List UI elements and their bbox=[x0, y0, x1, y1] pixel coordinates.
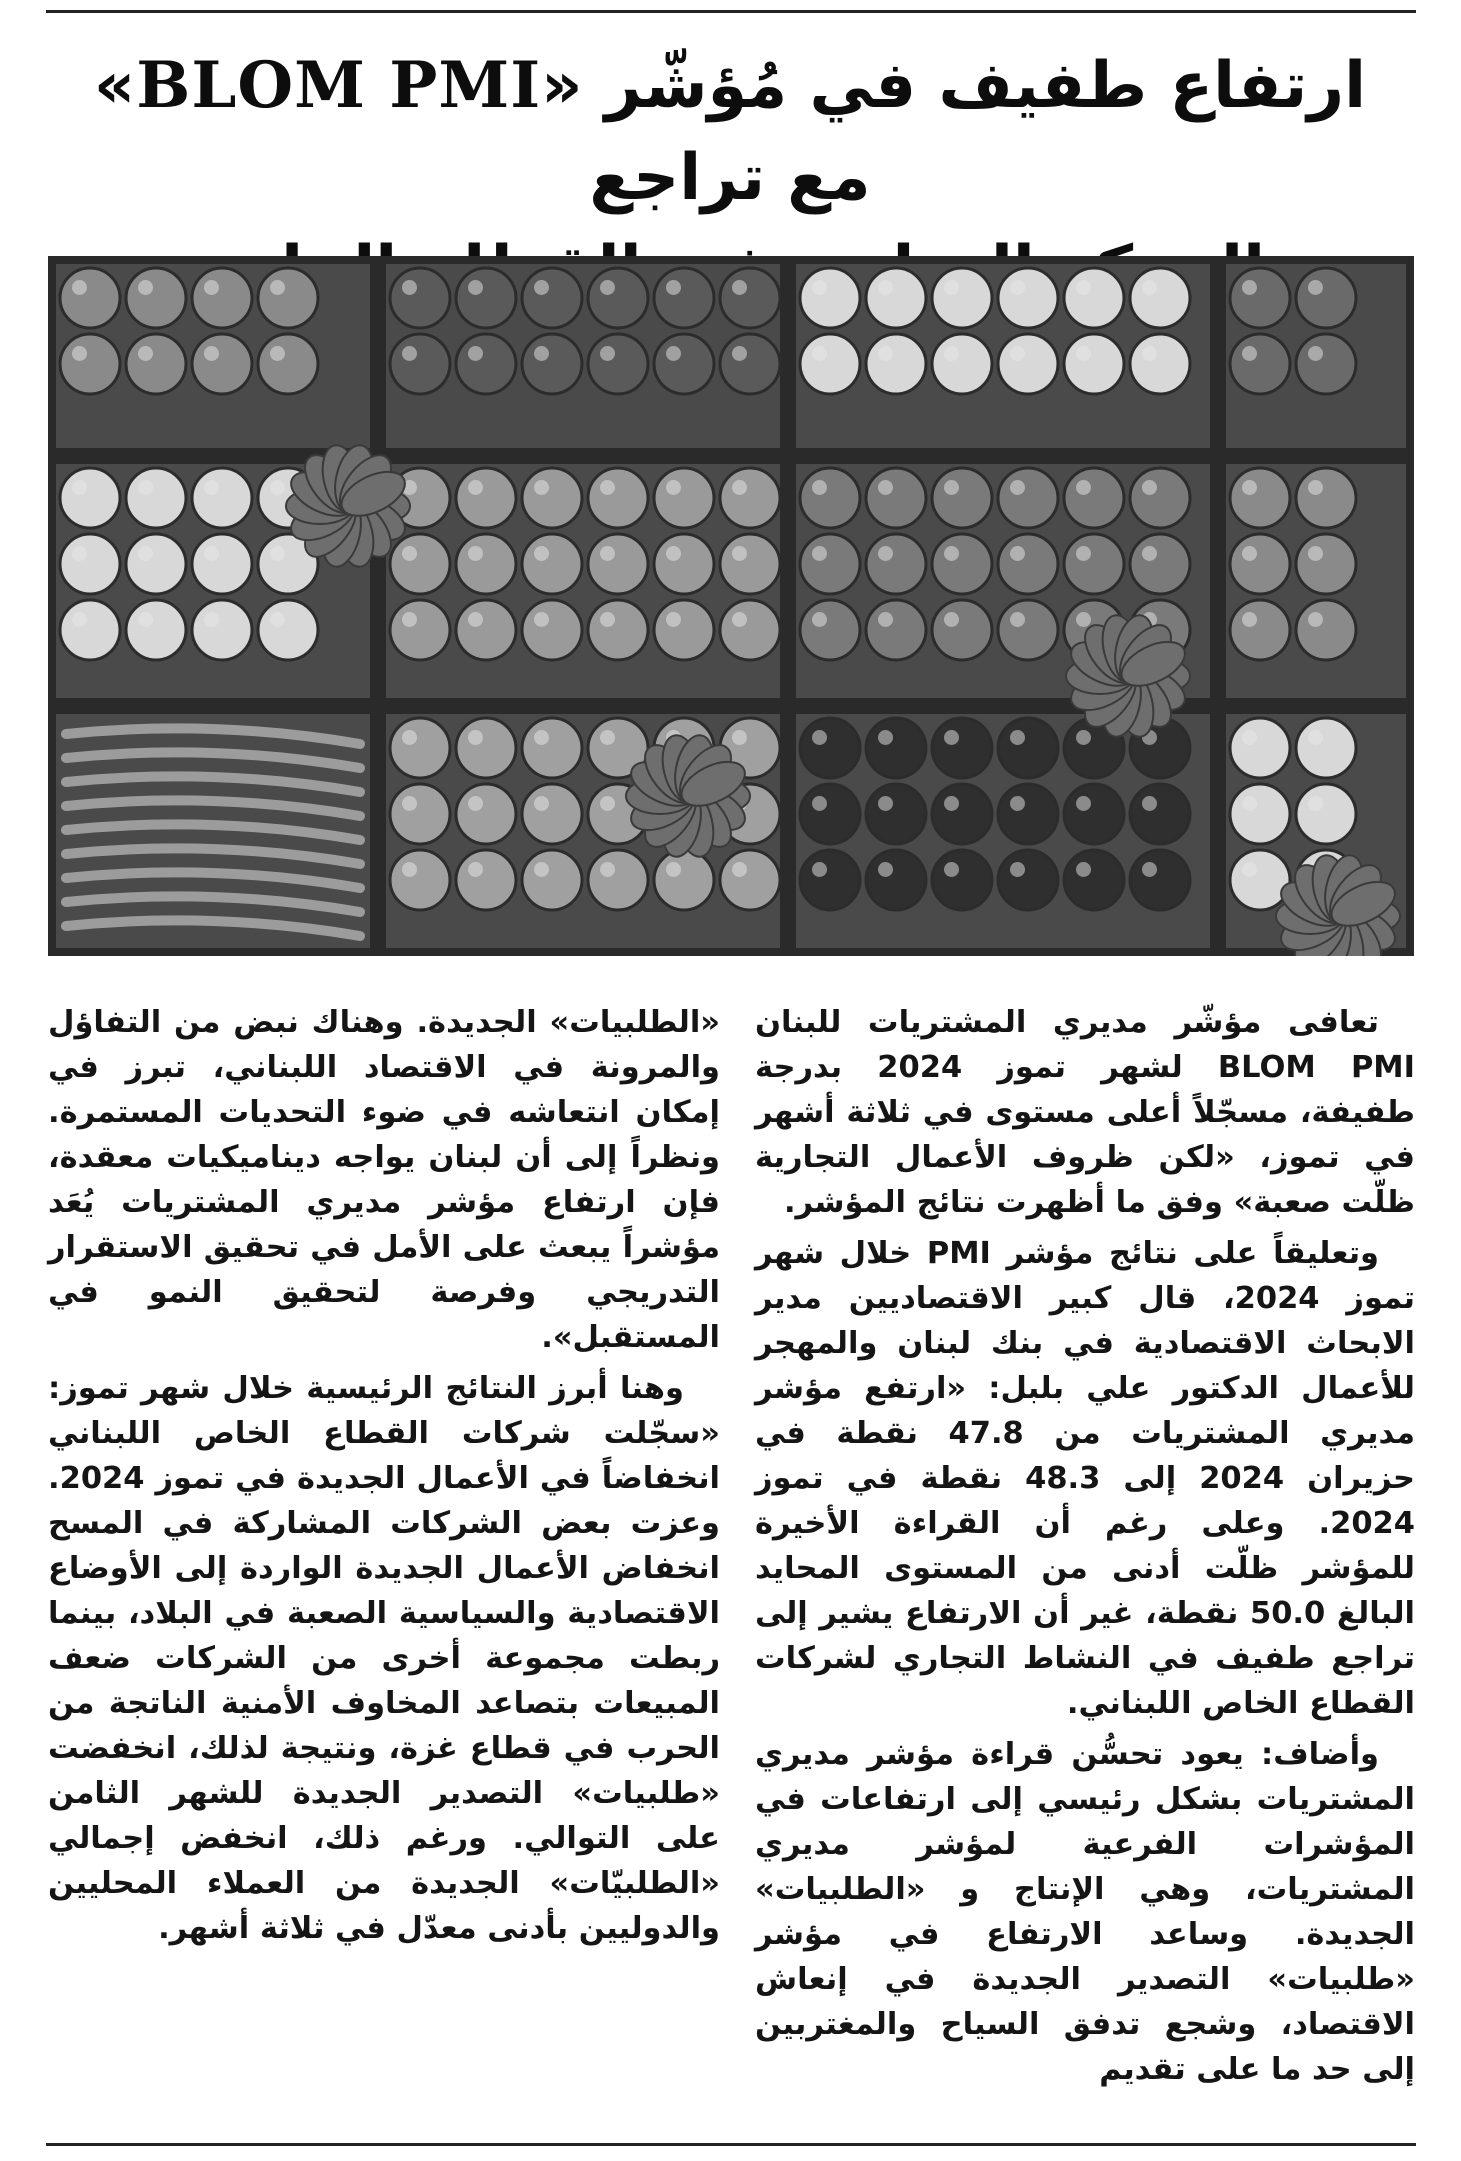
vegetable-highlight bbox=[812, 730, 827, 745]
vegetable bbox=[1296, 334, 1356, 394]
vegetable bbox=[654, 468, 714, 528]
vegetable-highlight bbox=[666, 480, 681, 495]
vegetable-highlight bbox=[1076, 612, 1091, 627]
vegetable bbox=[998, 268, 1058, 328]
vegetable bbox=[192, 534, 252, 594]
vegetable bbox=[998, 718, 1058, 778]
vegetable bbox=[588, 334, 648, 394]
vegetable bbox=[522, 600, 582, 660]
vegetable bbox=[998, 784, 1058, 844]
vegetable bbox=[654, 850, 714, 910]
vegetable bbox=[588, 468, 648, 528]
vegetable bbox=[720, 268, 780, 328]
vegetable bbox=[866, 600, 926, 660]
vegetable bbox=[126, 334, 186, 394]
vegetable bbox=[258, 600, 318, 660]
vegetable-highlight bbox=[402, 730, 417, 745]
vegetable bbox=[932, 784, 992, 844]
vegetable-highlight bbox=[1242, 730, 1257, 745]
vegetable bbox=[192, 468, 252, 528]
vegetable bbox=[456, 268, 516, 328]
vegetable-highlight bbox=[1010, 346, 1025, 361]
vegetable bbox=[866, 784, 926, 844]
vegetable-highlight bbox=[1076, 730, 1091, 745]
vegetable bbox=[1296, 718, 1356, 778]
vegetable bbox=[800, 718, 860, 778]
vegetable-highlight bbox=[812, 546, 827, 561]
vegetable bbox=[522, 468, 582, 528]
article-column-right bbox=[755, 1000, 1415, 2130]
vegetable bbox=[1130, 268, 1190, 328]
top-rule bbox=[46, 10, 1416, 13]
vegetable-highlight bbox=[270, 280, 285, 295]
vegetable-highlight bbox=[138, 280, 153, 295]
vegetable-highlight bbox=[138, 612, 153, 627]
vegetable-highlight bbox=[944, 546, 959, 561]
vegetable-highlight bbox=[468, 546, 483, 561]
vegetable bbox=[1296, 268, 1356, 328]
vegetable-highlight bbox=[1076, 346, 1091, 361]
vegetable bbox=[126, 468, 186, 528]
vegetable-highlight bbox=[468, 480, 483, 495]
vegetable-highlight bbox=[270, 612, 285, 627]
vegetable-highlight bbox=[600, 796, 615, 811]
vegetable bbox=[60, 268, 120, 328]
vegetable bbox=[456, 468, 516, 528]
vegetable-highlight bbox=[1308, 480, 1323, 495]
headline-line-1 bbox=[80, 40, 1380, 224]
vegetable bbox=[1064, 850, 1124, 910]
vegetable bbox=[800, 784, 860, 844]
vegetable bbox=[522, 268, 582, 328]
vegetable-highlight bbox=[878, 280, 893, 295]
vegetable bbox=[866, 268, 926, 328]
vegetable-highlight bbox=[1142, 280, 1157, 295]
vegetable bbox=[192, 268, 252, 328]
vegetable-highlight bbox=[402, 546, 417, 561]
vegetable bbox=[588, 534, 648, 594]
vegetable bbox=[1130, 850, 1190, 910]
vegetable-highlight bbox=[732, 546, 747, 561]
vegetable-highlight bbox=[1010, 612, 1025, 627]
vegetable bbox=[456, 784, 516, 844]
vegetable bbox=[1230, 268, 1290, 328]
vegetable bbox=[456, 534, 516, 594]
vegetable-highlight bbox=[468, 730, 483, 745]
vegetable bbox=[800, 334, 860, 394]
vegetable-highlight bbox=[270, 346, 285, 361]
vegetable-highlight bbox=[732, 862, 747, 877]
headline-latin: BLOM PMI bbox=[136, 48, 542, 123]
vegetable bbox=[998, 850, 1058, 910]
vegetable-highlight bbox=[270, 546, 285, 561]
vegetable bbox=[800, 534, 860, 594]
vegetable bbox=[1230, 600, 1290, 660]
vegetable-highlight bbox=[1010, 546, 1025, 561]
vegetable-highlight bbox=[732, 280, 747, 295]
vegetable-highlight bbox=[468, 280, 483, 295]
vegetable-highlight bbox=[1010, 280, 1025, 295]
vegetable-highlight bbox=[1308, 546, 1323, 561]
vegetable-highlight bbox=[1308, 280, 1323, 295]
vegetable-highlight bbox=[878, 612, 893, 627]
vegetable-highlight bbox=[204, 280, 219, 295]
vegetable-highlight bbox=[944, 280, 959, 295]
vegetable bbox=[720, 534, 780, 594]
vegetable-highlight bbox=[600, 480, 615, 495]
vegetable-highlight bbox=[666, 546, 681, 561]
vegetable-highlight bbox=[138, 346, 153, 361]
vegetable bbox=[390, 718, 450, 778]
vegetable bbox=[800, 468, 860, 528]
vegetable bbox=[1230, 850, 1290, 910]
vegetable-highlight bbox=[1010, 730, 1025, 745]
vegetable-highlight bbox=[812, 796, 827, 811]
vegetable bbox=[522, 334, 582, 394]
vegetable-highlight bbox=[402, 280, 417, 295]
vegetable-highlight bbox=[1076, 546, 1091, 561]
vegetable bbox=[866, 468, 926, 528]
bottom-rule bbox=[46, 2143, 1416, 2146]
vegetable-highlight bbox=[468, 796, 483, 811]
vegetable bbox=[588, 600, 648, 660]
vegetable bbox=[800, 850, 860, 910]
vegetable bbox=[932, 534, 992, 594]
vegetable-highlight bbox=[534, 346, 549, 361]
vegetable bbox=[390, 334, 450, 394]
vegetable-highlight bbox=[402, 862, 417, 877]
vegetable-highlight bbox=[534, 546, 549, 561]
vegetable bbox=[522, 718, 582, 778]
vegetable bbox=[126, 268, 186, 328]
vegetable-highlight bbox=[1242, 546, 1257, 561]
vegetable-highlight bbox=[944, 730, 959, 745]
vegetable-highlight bbox=[1308, 612, 1323, 627]
vegetable-highlight bbox=[600, 612, 615, 627]
vegetable-highlight bbox=[600, 862, 615, 877]
vegetable bbox=[1130, 468, 1190, 528]
vegetable bbox=[654, 334, 714, 394]
vegetable bbox=[998, 534, 1058, 594]
vegetable-highlight bbox=[402, 612, 417, 627]
vegetable-highlight bbox=[1010, 862, 1025, 877]
vegetable-highlight bbox=[72, 280, 87, 295]
vegetable bbox=[522, 850, 582, 910]
vegetable bbox=[1230, 718, 1290, 778]
vegetable-highlight bbox=[732, 612, 747, 627]
vegetable-highlight bbox=[72, 480, 87, 495]
vegetable bbox=[720, 850, 780, 910]
vegetable bbox=[456, 334, 516, 394]
vegetable-highlight bbox=[534, 612, 549, 627]
vegetable bbox=[1064, 784, 1124, 844]
vegetable-highlight bbox=[534, 480, 549, 495]
vegetable bbox=[932, 850, 992, 910]
vegetable bbox=[456, 600, 516, 660]
vegetable bbox=[866, 534, 926, 594]
vegetable bbox=[720, 334, 780, 394]
vegetable bbox=[932, 334, 992, 394]
vegetable bbox=[390, 600, 450, 660]
vegetable bbox=[1064, 534, 1124, 594]
vegetable bbox=[456, 718, 516, 778]
vegetable-highlight bbox=[944, 862, 959, 877]
paragraph: وأضاف: يعود تحسُّن قراءة مؤشر مديري المشتريات بشكل رئيسي إلى ارتفاعات في المؤشرات الفرعية لمؤشر مديري المشتريات، وهي الإنتاج و «الطلبيات» الجديدة. وساعد الارتفاع في مؤشر «طلبيات» التصدير الجديدة في إنعاش الاقتصاد، وشجع تدفق السياح والمغتربين إلى حد ما على تقديم bbox=[755, 1737, 1415, 2087]
vegetable-highlight bbox=[204, 480, 219, 495]
vegetable-highlight bbox=[534, 280, 549, 295]
vegetable bbox=[258, 334, 318, 394]
vegetable bbox=[1064, 334, 1124, 394]
vegetable-highlight bbox=[944, 612, 959, 627]
vegetable-highlight bbox=[666, 280, 681, 295]
vegetable-highlight bbox=[666, 612, 681, 627]
article-column-left bbox=[48, 1000, 720, 2130]
vegetable bbox=[126, 600, 186, 660]
vegetable-highlight bbox=[812, 612, 827, 627]
vegetable-highlight bbox=[1142, 480, 1157, 495]
vegetable-highlight bbox=[1308, 346, 1323, 361]
vegetable-highlight bbox=[600, 546, 615, 561]
vegetable-highlight bbox=[1242, 796, 1257, 811]
vegetable-highlight bbox=[534, 862, 549, 877]
vegetable bbox=[1064, 468, 1124, 528]
vegetable bbox=[1230, 534, 1290, 594]
vegetable bbox=[1296, 468, 1356, 528]
vegetable-highlight bbox=[534, 796, 549, 811]
vegetable bbox=[60, 600, 120, 660]
vegetable-highlight bbox=[1010, 796, 1025, 811]
vegetable-highlight bbox=[944, 346, 959, 361]
vegetable bbox=[932, 718, 992, 778]
vegetable-highlight bbox=[878, 480, 893, 495]
vegetable bbox=[390, 784, 450, 844]
vegetable-highlight bbox=[1076, 280, 1091, 295]
vegetable bbox=[1230, 468, 1290, 528]
vegetable-highlight bbox=[468, 862, 483, 877]
vegetable bbox=[60, 468, 120, 528]
paragraph: وتعليقاً على نتائج مؤشر PMI خلال شهر تموز 2024، قال كبير الاقتصاديين مدير الابحاث الاقتصادية في بنك لبنان والمهجر للأعمال الدكتور علي بلبل: «ارتفع مؤشر مديري المشتريات من 47.8 نقطة في حزيران 2024 إلى 48.3 نقطة في تموز 2024. وعلى رغم أن القراءة الأخيرة للمؤشر ظلّت أدنى من المستوى المحايد البالغ 50.0 نقطة، غير أن الارتفاع يشير إلى تراجع طفيف في النشاط التجاري لشركات القطاع الخاص اللبناني. bbox=[755, 1236, 1416, 1721]
vegetable-highlight bbox=[1142, 796, 1157, 811]
vegetable-highlight bbox=[1010, 480, 1025, 495]
vegetable-highlight bbox=[1242, 346, 1257, 361]
vegetable-highlight bbox=[468, 612, 483, 627]
vegetable-crates-image bbox=[48, 256, 1414, 956]
paragraph: تعافى مؤشّر مديري المشتريات للبنان BLOM PMI لشهر تموز 2024 بدرجة طفيفة، مسجّلاً أعلى مستوى في ثلاثة أشهر في تموز، «لكن ظروف الأعمال التجارية ظلّت صعبة» وفق ما أظهرت نتائج المؤشر. bbox=[755, 1005, 1415, 1220]
vegetable-highlight bbox=[878, 346, 893, 361]
vegetable bbox=[522, 784, 582, 844]
vegetable-market-photo bbox=[48, 256, 1414, 956]
vegetable-highlight bbox=[1142, 346, 1157, 361]
vegetable-highlight bbox=[468, 346, 483, 361]
vegetable-highlight bbox=[666, 862, 681, 877]
vegetable-highlight bbox=[1076, 862, 1091, 877]
vegetable bbox=[1230, 334, 1290, 394]
paragraph: «الطلبيات» الجديدة. وهناك نبض من التفاؤل والمرونة في الاقتصاد اللبناني، تبرز في إمكان انتعاشه في ضوء التحديات المستمرة. ونظراً إلى أن لبنان يواجه ديناميكيات معقدة، فإن ارتفاع مؤشر مديري المشتريات يُعَد مؤشراً يبعث على الأمل في تحقيق الاستقرار التدريجي وفرصة لتحقيق النمو في المستقبل». bbox=[48, 1005, 720, 1355]
vegetable bbox=[654, 534, 714, 594]
vegetable bbox=[1130, 334, 1190, 394]
vegetable-highlight bbox=[1242, 280, 1257, 295]
vegetable-highlight bbox=[944, 796, 959, 811]
vegetable-highlight bbox=[72, 612, 87, 627]
vegetable bbox=[866, 718, 926, 778]
vegetable-highlight bbox=[204, 612, 219, 627]
vegetable bbox=[866, 850, 926, 910]
vegetable bbox=[1296, 600, 1356, 660]
vegetable-highlight bbox=[204, 546, 219, 561]
vegetable bbox=[588, 268, 648, 328]
vegetable bbox=[654, 268, 714, 328]
vegetable-highlight bbox=[138, 480, 153, 495]
vegetable-highlight bbox=[812, 280, 827, 295]
vegetable-highlight bbox=[138, 546, 153, 561]
vegetable bbox=[720, 600, 780, 660]
vegetable-highlight bbox=[944, 480, 959, 495]
vegetable-highlight bbox=[204, 346, 219, 361]
vegetable bbox=[1064, 268, 1124, 328]
vegetable bbox=[1296, 784, 1356, 844]
vegetable-highlight bbox=[878, 796, 893, 811]
vegetable bbox=[932, 268, 992, 328]
vegetable-highlight bbox=[1142, 862, 1157, 877]
vegetable-highlight bbox=[732, 730, 747, 745]
vegetable bbox=[522, 534, 582, 594]
vegetable bbox=[800, 600, 860, 660]
vegetable-highlight bbox=[1308, 796, 1323, 811]
vegetable bbox=[60, 334, 120, 394]
vegetable bbox=[654, 600, 714, 660]
vegetable bbox=[1230, 784, 1290, 844]
vegetable-highlight bbox=[270, 480, 285, 495]
vegetable bbox=[456, 850, 516, 910]
vegetable-highlight bbox=[72, 546, 87, 561]
vegetable bbox=[932, 468, 992, 528]
vegetable-highlight bbox=[1308, 730, 1323, 745]
vegetable-highlight bbox=[878, 862, 893, 877]
vegetable-highlight bbox=[878, 730, 893, 745]
vegetable-highlight bbox=[1242, 862, 1257, 877]
vegetable-highlight bbox=[878, 546, 893, 561]
vegetable-highlight bbox=[534, 730, 549, 745]
vegetable bbox=[60, 534, 120, 594]
vegetable bbox=[126, 534, 186, 594]
vegetable bbox=[1130, 784, 1190, 844]
vegetable-highlight bbox=[666, 346, 681, 361]
vegetable-highlight bbox=[812, 862, 827, 877]
vegetable-highlight bbox=[812, 480, 827, 495]
vegetable-highlight bbox=[1076, 796, 1091, 811]
vegetable bbox=[998, 334, 1058, 394]
vegetable bbox=[390, 268, 450, 328]
vegetable bbox=[800, 268, 860, 328]
vegetable bbox=[932, 600, 992, 660]
vegetable-highlight bbox=[732, 346, 747, 361]
vegetable bbox=[390, 850, 450, 910]
vegetable-highlight bbox=[732, 480, 747, 495]
vegetable-highlight bbox=[1142, 546, 1157, 561]
vegetable-highlight bbox=[600, 730, 615, 745]
vegetable-highlight bbox=[600, 346, 615, 361]
vegetable-highlight bbox=[1076, 480, 1091, 495]
vegetable-highlight bbox=[1242, 480, 1257, 495]
vegetable bbox=[192, 600, 252, 660]
vegetable-highlight bbox=[600, 280, 615, 295]
vegetable-highlight bbox=[72, 346, 87, 361]
headline-text-b: » مع تراجع bbox=[93, 49, 871, 215]
vegetable-highlight bbox=[402, 796, 417, 811]
vegetable-highlight bbox=[812, 346, 827, 361]
vegetable-highlight bbox=[1242, 612, 1257, 627]
paragraph: وهنا أبرز النتائج الرئيسية خلال شهر تموز: «سجّلت شركات القطاع الخاص اللبناني انخفاضاً في الأعمال الجديدة في تموز 2024. وعزت بعض الشركات المشاركة في المسح انخفاض الأعمال الجديدة الواردة إلى الأوضاع الاقتصادية والسياسية الصعبة في البلاد، بينما ربطت مجموعة أخرى من الشركات ضعف المبيعات بتصاعد المخاوف الأمنية الناتجة من الحرب في قطاع غزة، ونتيجة لذلك، انخفضت «طلبيات» التصدير الجديدة للشهر الثامن على التوالي. ورغم ذلك، انخفض إجمالي «الطلبيّات» الجديدة من العملاء المحليين والدوليين بأدنى معدّل في ثلاثة أشهر. bbox=[48, 1371, 720, 1946]
headline-text-a: ارتفاع طفيف في مُؤشّر « bbox=[541, 49, 1367, 123]
vegetable bbox=[1296, 534, 1356, 594]
vegetable bbox=[390, 534, 450, 594]
vegetable bbox=[866, 334, 926, 394]
vegetable bbox=[588, 850, 648, 910]
vegetable bbox=[258, 268, 318, 328]
vegetable-highlight bbox=[402, 346, 417, 361]
vegetable bbox=[720, 468, 780, 528]
vegetable bbox=[192, 334, 252, 394]
vegetable bbox=[1130, 534, 1190, 594]
vegetable bbox=[998, 600, 1058, 660]
vegetable bbox=[998, 468, 1058, 528]
